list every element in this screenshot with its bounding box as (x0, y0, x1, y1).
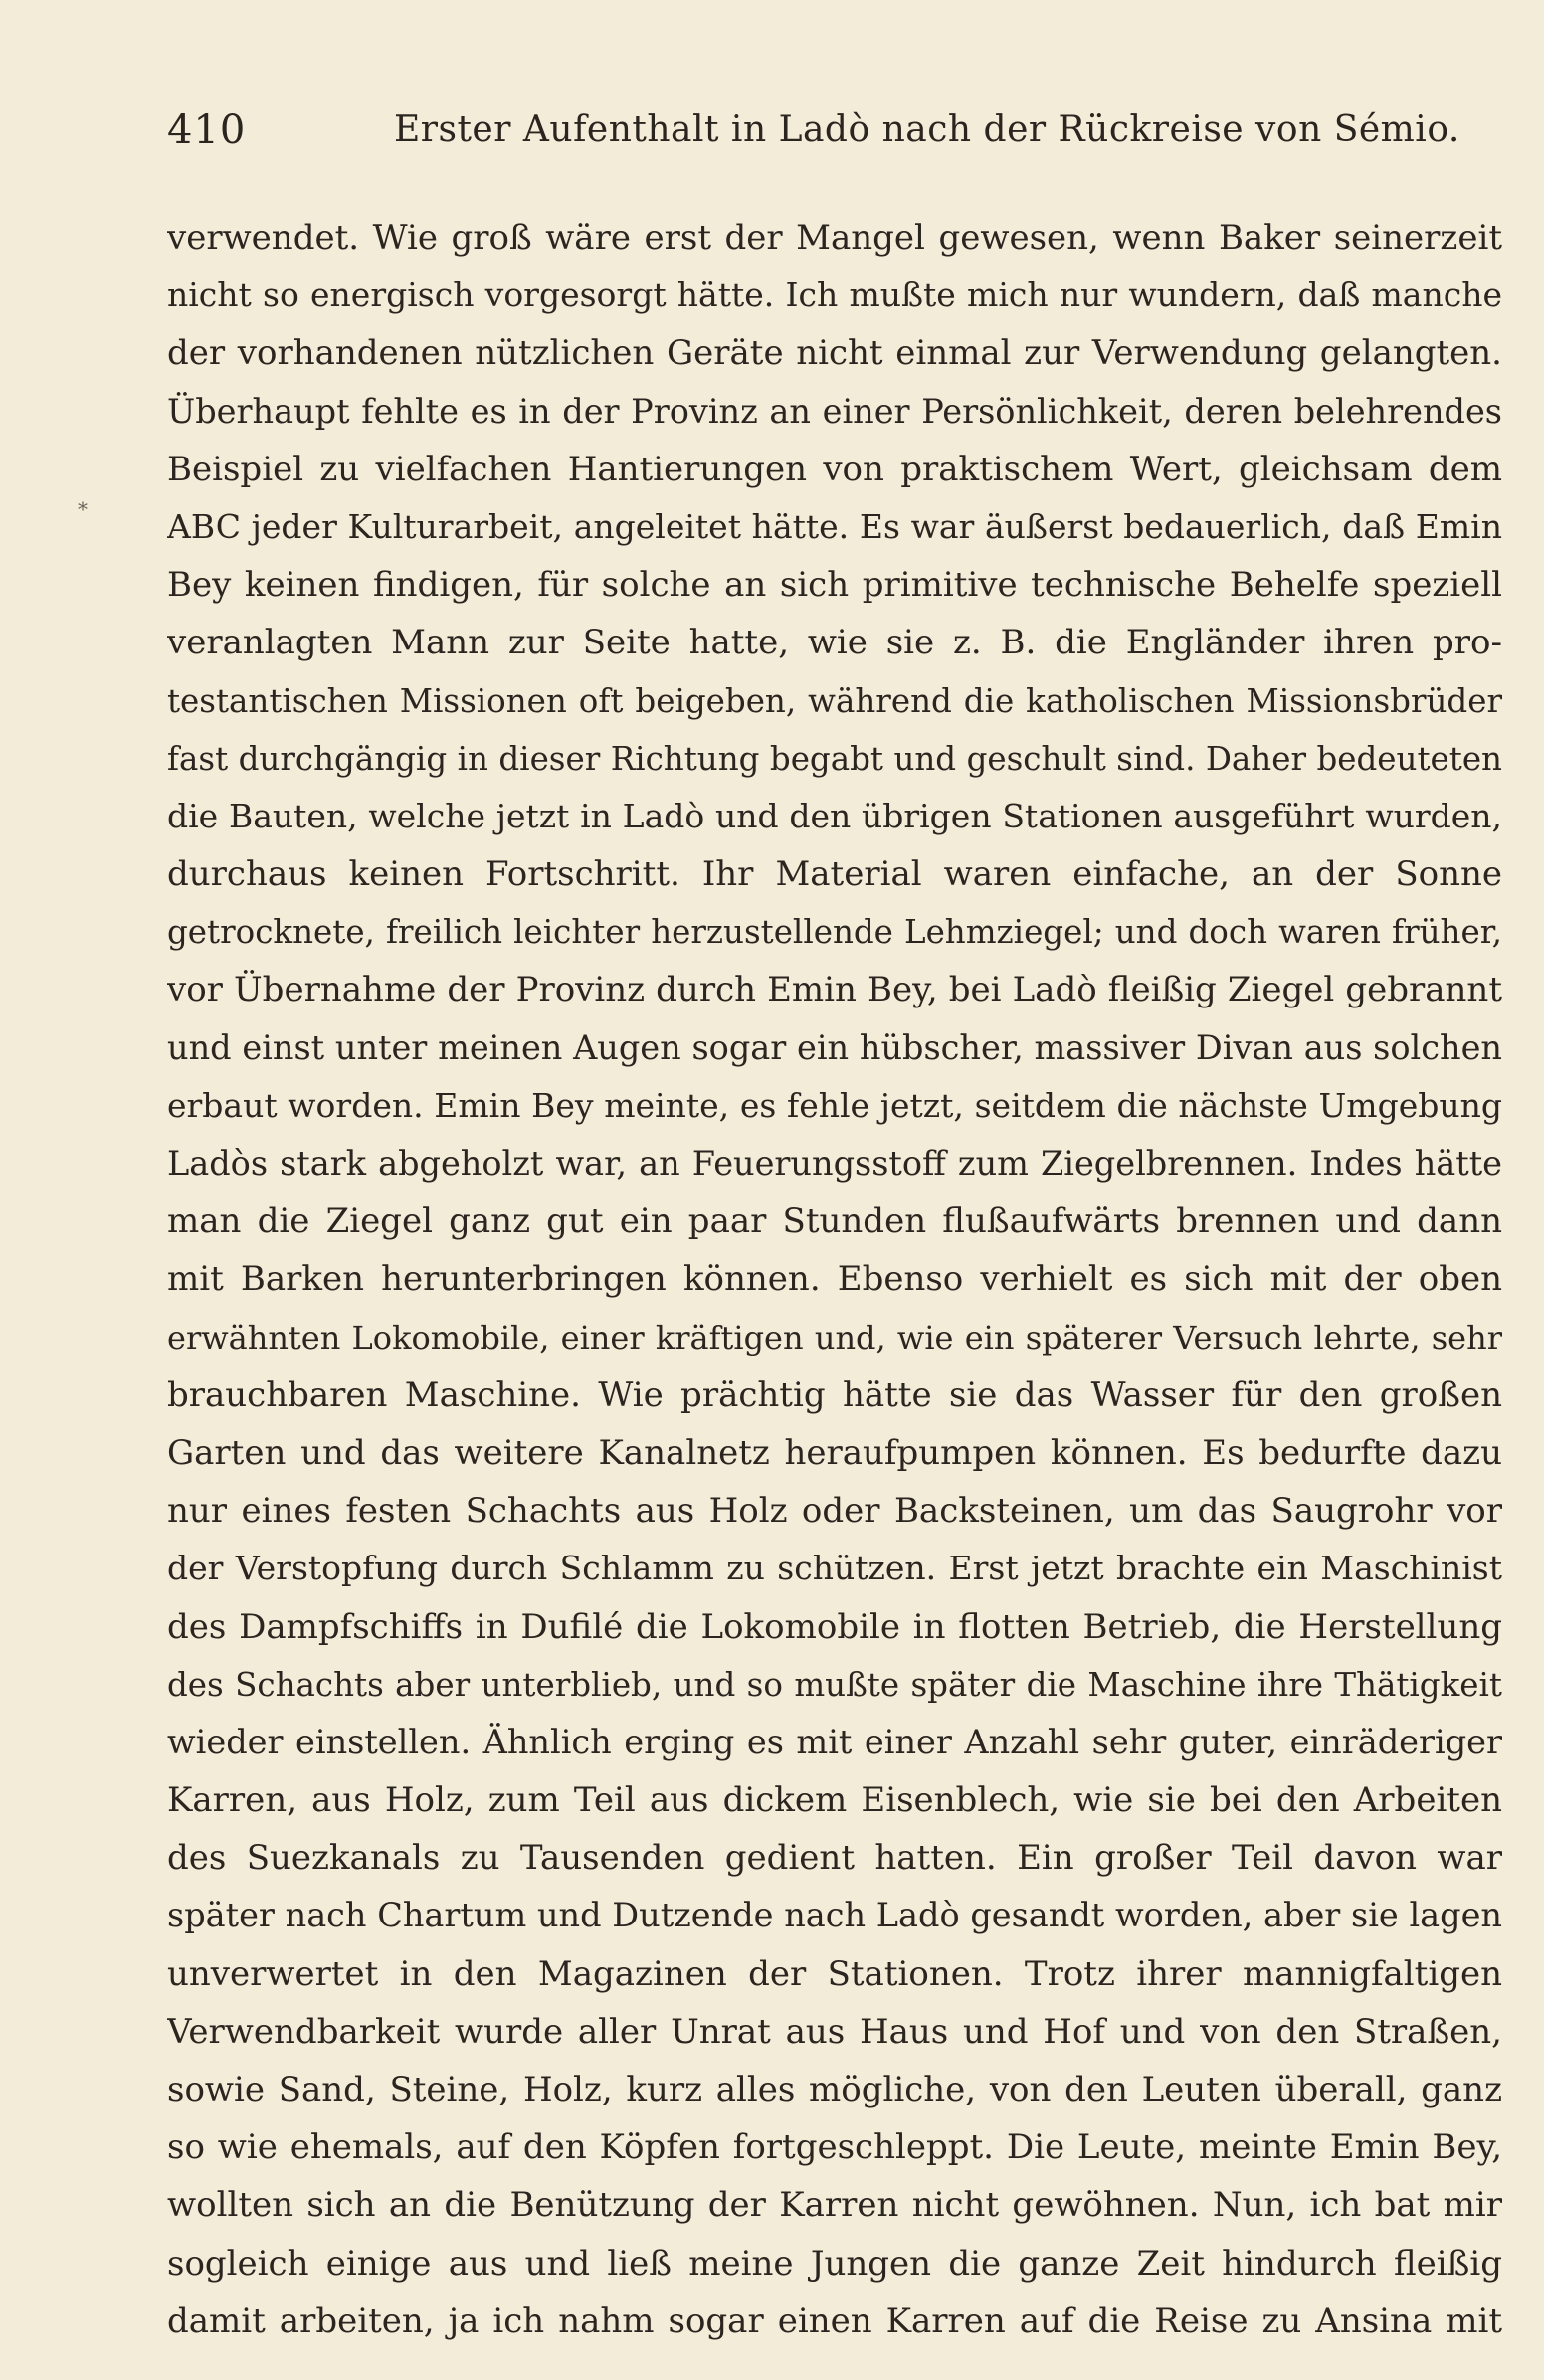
text-line: wollten sich an die Benützung der Karren nicht gewöhnen. Nun, ich bat mir (167, 2185, 1502, 2226)
running-title: Erster Aufenthalt in Ladò nach der Rückreise von Sémio. (394, 109, 1460, 150)
text-line: ABC jeder Kulturarbeit, angeleitet hätte. Es war äußerst bedauerlich, daß Emin (167, 506, 1502, 546)
body-text (167, 209, 1502, 2350)
text-line: damit arbeiten, ja ich nahm sogar einen Karren auf die Reise zu Ansina mit (167, 2300, 1502, 2341)
text-line: vor Übernahme der Provinz durch Emin Bey, bei Ladò fleißig Ziegel gebrannt (167, 970, 1502, 1010)
text-line: nicht so energisch vorgesorgt hätte. Ich mußte mich nur wundern, daß manche (167, 275, 1502, 315)
text-line: erwähnten Lokomobile, einer kräftigen und, wie ein späterer Versuch lehrte, sehr (167, 1318, 1502, 1357)
page-header (167, 107, 1500, 167)
text-line: des Suezkanals zu Tausenden gedient hatten. Ein großer Teil davon war (167, 1838, 1502, 1879)
text-line: unverwertet in den Magazinen der Stationen. Trotz ihrer mannigfaltigen (167, 1953, 1502, 1994)
text-line: so wie ehemals, auf den Köpfen fortgeschleppt. Die Leute, meinte Emin Bey, (167, 2127, 1502, 2168)
text-line: nur eines festen Schachts aus Holz oder Backsteinen, um das Saugrohr vor (167, 1491, 1502, 1532)
text-line: sogleich einige aus und ließ meine Jungen die ganze Zeit hindurch fleißig (167, 2243, 1502, 2284)
text-line: der vorhandenen nützlichen Geräte nicht einmal zur Verwendung gelangten. (167, 333, 1502, 374)
text-line: man die Ziegel ganz gut ein paar Stunden flußaufwärts brennen und dann (167, 1201, 1502, 1242)
text-line: Beispiel zu vielfachen Hantierungen von praktischem Wert, gleichsam dem (167, 449, 1502, 489)
text-line: getrocknete, freilich leichter herzustellende Lehmziegel; und doch waren früher, (167, 913, 1502, 952)
text-line: Verwendbarkeit wurde aller Unrat aus Haus und Hof und von den Straßen, (167, 2011, 1502, 2052)
text-line: Garten und das weitere Kanalnetz heraufpumpen können. Es bedurfte dazu (167, 1432, 1502, 1473)
text-line: wieder einstellen. Ähnlich erging es mit einer Anzahl sehr guter, einräderiger (167, 1722, 1502, 1761)
text-line: Ladòs stark abgeholzt war, an Feuerungsstoff zum Ziegelbrennen. Indes hätte (167, 1144, 1502, 1183)
margin-mark: * (78, 497, 88, 521)
text-line: und einst unter meinen Augen sogar ein hübscher, massiver Divan aus solchen (167, 1027, 1502, 1067)
text-line: veranlagten Mann zur Seite hatte, wie sie z. B. die Engländer ihren pro- (167, 623, 1502, 663)
text-line: später nach Chartum und Dutzende nach Ladò gesandt worden, aber sie lagen (167, 1896, 1502, 1935)
text-line: der Verstopfung durch Schlamm zu schützen. Erst jetzt brachte ein Maschinist (167, 1549, 1502, 1588)
text-line: des Dampfschiffs in Dufilé die Lokomobile in flotten Betrieb, die Herstellung (167, 1606, 1502, 1647)
page-number: 410 (167, 107, 247, 153)
text-line: Karren, aus Holz, zum Teil aus dickem Eisenblech, wie sie bei den Arbeiten (167, 1780, 1502, 1821)
text-line: verwendet. Wie groß wäre erst der Mangel gewesen, wenn Baker seinerzeit (167, 218, 1502, 258)
text-line: des Schachts aber unterblieb, und so mußte später die Maschine ihre Thätigkeit (167, 1665, 1502, 1704)
text-line: mit Barken herunterbringen können. Ebenso verhielt es sich mit der oben (167, 1259, 1502, 1300)
text-line: Überhaupt fehlte es in der Provinz an einer Persönlichkeit, deren belehrendes (167, 391, 1502, 431)
text-line: fast durchgängig in dieser Richtung begabt und geschult sind. Daher bedeuteten (167, 739, 1502, 778)
text-line: erbaut worden. Emin Bey meinte, es fehle jetzt, seitdem die nächste Umgebung (167, 1085, 1502, 1125)
text-line: brauchbaren Maschine. Wie prächtig hätte sie das Wasser für den großen (167, 1374, 1502, 1415)
text-line: durchaus keinen Fortschritt. Ihr Material waren einfache, an der Sonne (167, 854, 1502, 895)
text-line: die Bauten, welche jetzt in Ladò und den übrigen Stationen ausgeführt wurden, (167, 796, 1502, 835)
text-line: sowie Sand, Steine, Holz, kurz alles mögliche, von den Leuten überall, ganz (167, 2070, 1502, 2109)
text-line: testantischen Missionen oft beigeben, während die katholischen Missionsbrüder (167, 681, 1502, 720)
text-line: Bey keinen findigen, für solche an sich primitive technische Behelfe speziell (167, 565, 1502, 606)
